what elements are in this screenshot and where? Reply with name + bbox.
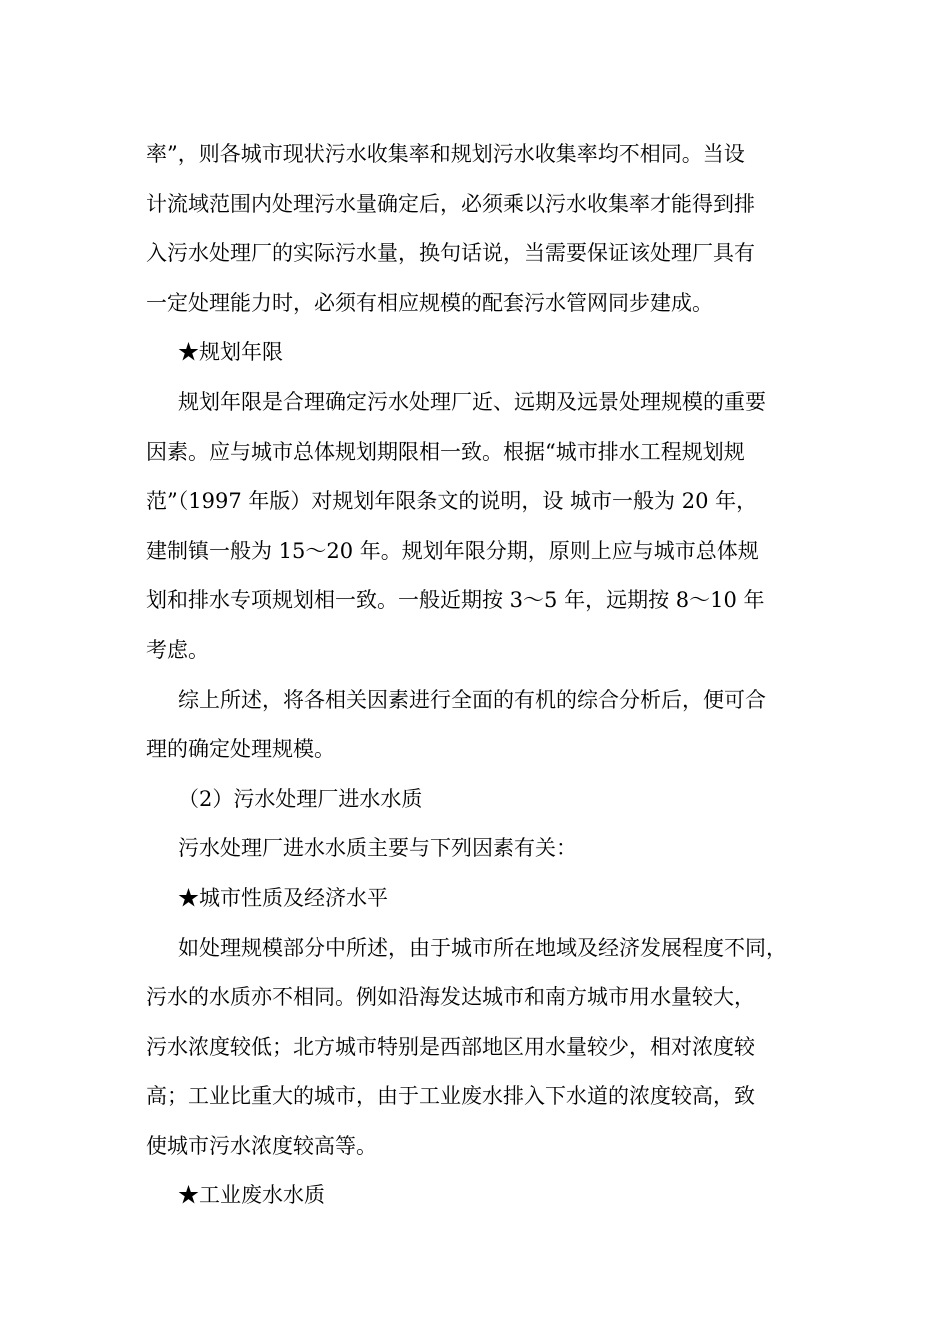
text-line: 使城市污水浓度较高等。 [146, 1133, 377, 1158]
text-line: 考虑。 [146, 637, 209, 662]
document-body [146, 130, 826, 1221]
text-line: （2）污水处理厂进水水质 [178, 786, 423, 811]
text-line: 划和排水专项规划相一致。一般近期按 3～5 年，远期按 8～10 年 [146, 588, 765, 613]
text-line: ★规划年限 [178, 340, 283, 365]
text-line: 如处理规模部分中所述，由于城市所在地域及经济发展程度不同， [178, 935, 787, 960]
text-line: 综上所述，将各相关因素进行全面的有机的综合分析后，便可合 [178, 687, 766, 712]
text-line: 因素。应与城市总体规划期限相一致。根据“城市排水工程规划规 [146, 439, 745, 464]
text-line: ★工业废水水质 [178, 1183, 325, 1208]
text-line: 高；工业比重大的城市，由于工业废水排入下水道的浓度较高，致 [146, 1084, 755, 1109]
text-line: 范”（1997 年版）对规划年限条文的说明，设 城市一般为 20 年， [146, 489, 758, 514]
text-line: ★城市性质及经济水平 [178, 885, 388, 910]
text-line: 一定处理能力时，必须有相应规模的配套污水管网同步建成。 [146, 290, 713, 315]
text-line: 建制镇一般为 15～20 年。规划年限分期，原则上应与城市总体规 [146, 538, 759, 563]
text-line: 污水处理厂进水水质主要与下列因素有关： [178, 836, 577, 861]
text-line: 计流域范围内处理污水量确定后，必须乘以污水收集率才能得到排 [146, 191, 755, 216]
text-line: 理的确定处理规模。 [146, 737, 335, 762]
text-line: 率”，则各城市现状污水收集率和规划污水收集率均不相同。当设 [146, 142, 745, 166]
text-line: 污水浓度较低；北方城市特别是西部地区用水量较少，相对浓度较 [146, 1034, 755, 1059]
text-line: 污水的水质亦不相同。例如沿海发达城市和南方城市用水量较大， [146, 985, 755, 1010]
text-line: 规划年限是合理确定污水处理厂近、远期及远景处理规模的重要 [178, 389, 766, 414]
text-line: 入污水处理厂的实际污水量，换句话说，当需要保证该处理厂具有 [146, 241, 755, 266]
